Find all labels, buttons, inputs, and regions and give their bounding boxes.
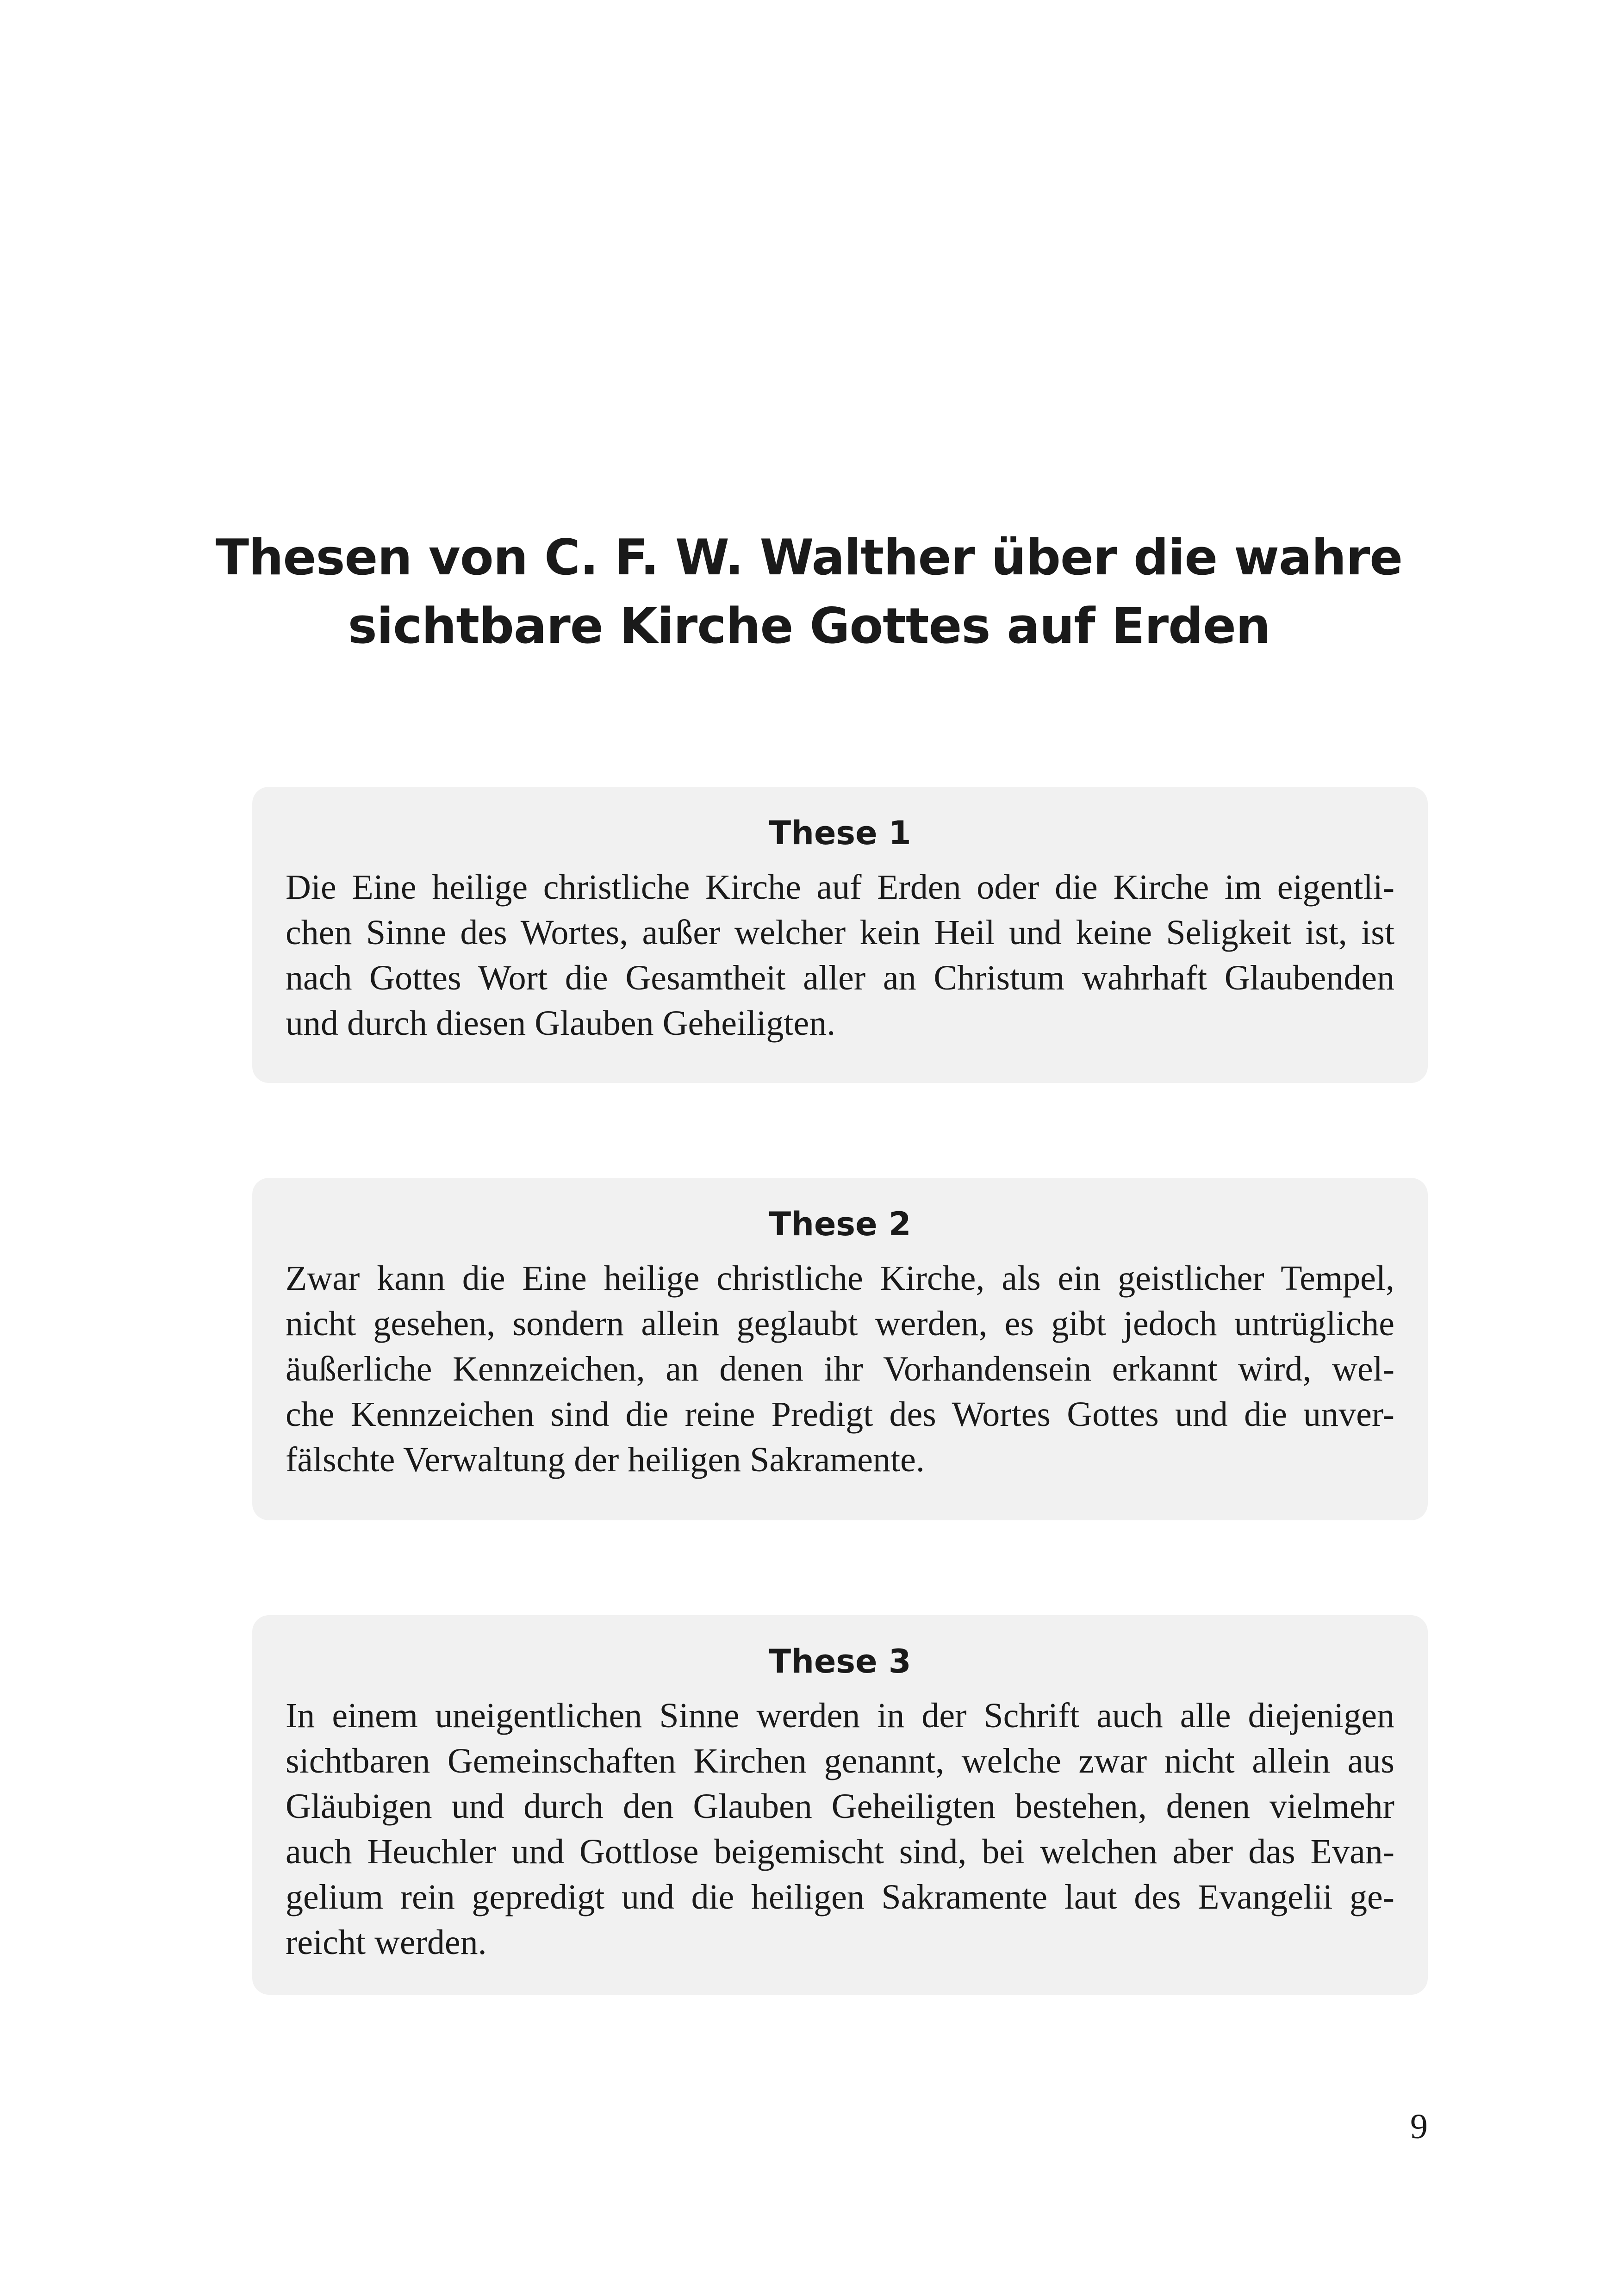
thesis-text-line: auch Heuchler und Gottlose beigemischt sind, bei welchen aber das Evan- [286, 1832, 1394, 1871]
thesis-text-line: che Kennzeichen sind die reine Predigt des Wortes Gottes und die unver- [286, 1395, 1394, 1434]
thesis-text-line: sichtbaren Gemeinschaften Kirchen genannt, welche zwar nicht allein aus [286, 1742, 1394, 1780]
thesis-text-line: äußerliche Kennzeichen, an denen ihr Vorhandensein erkannt wird, wel- [286, 1350, 1394, 1388]
page-title-line-1: Thesen von C. F. W. Walther über die wahre [215, 529, 1403, 586]
thesis-text-line: In einem uneigentlichen Sinne werden in der Schrift auch alle diejenigen [286, 1696, 1394, 1735]
thesis-text-line: Zwar kann die Eine heilige christliche Kirche, als ein geistlicher Tempel, [286, 1259, 1394, 1298]
thesis-text-line: und durch diesen Glauben Geheiligten. [286, 1004, 836, 1043]
thesis-heading: These 2 [769, 1205, 911, 1243]
page-title-line-2: sichtbare Kirche Gottes auf Erden [348, 597, 1270, 655]
thesis-text [286, 1256, 1394, 1482]
thesis-text-line: gelium rein gepredigt und die heiligen Sakramente laut des Evangelii ge- [286, 1878, 1394, 1916]
thesis-text [286, 1693, 1394, 1965]
thesis-text-line: Die Eine heilige christliche Kirche auf Erden oder die Kirche im eigentli- [286, 868, 1394, 907]
thesis-text-line: Gläubigen und durch den Glauben Geheiligten bestehen, denen vielmehr [286, 1787, 1394, 1826]
thesis-text-line: reicht werden. [286, 1923, 487, 1962]
page-title [0, 523, 1618, 660]
thesis-text [286, 865, 1394, 1046]
thesis-heading: These 3 [769, 1643, 911, 1680]
thesis-text-line: chen Sinne des Wortes, außer welcher kein Heil und keine Seligkeit ist, ist [286, 913, 1394, 952]
thesis-heading: These 1 [769, 814, 911, 852]
page-number: 9 [1410, 2107, 1428, 2146]
thesis-box-1 [252, 787, 1428, 1083]
thesis-text-line: nicht gesehen, sondern allein geglaubt werden, es gibt jedoch untrügliche [286, 1304, 1394, 1343]
thesis-box-3 [252, 1615, 1428, 1995]
thesis-text-line: fälschte Verwaltung der heiligen Sakramente. [286, 1440, 925, 1479]
thesis-box-2 [252, 1178, 1428, 1520]
thesis-text-line: nach Gottes Wort die Gesamtheit aller an Christum wahrhaft Glaubenden [286, 958, 1394, 997]
